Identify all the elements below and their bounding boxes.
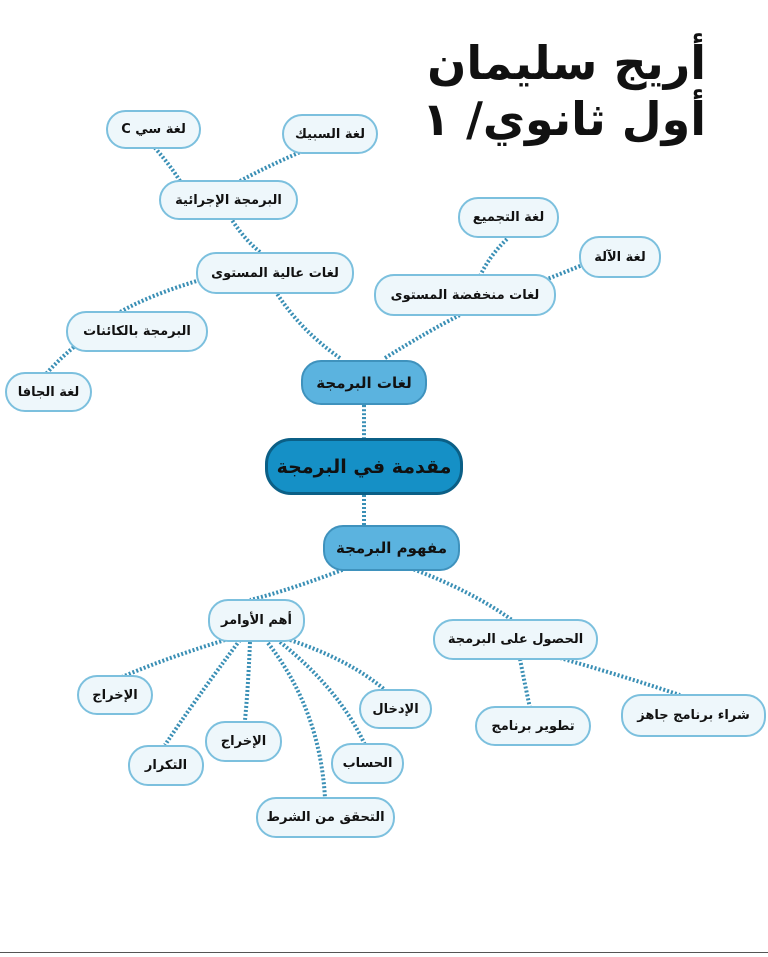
node-output-1: الإخراج	[77, 675, 153, 715]
node-lang-java: لغة الجافا	[5, 372, 92, 412]
connector	[385, 315, 460, 358]
connector	[232, 220, 260, 252]
page-divider	[0, 952, 768, 953]
connector	[276, 292, 340, 358]
node-languages: لغات البرمجة	[301, 360, 427, 405]
node-calculation: الحساب	[331, 743, 404, 784]
connector	[155, 148, 180, 181]
node-develop-program: تطوير برنامج	[475, 706, 591, 746]
connector	[410, 568, 512, 620]
node-low-level: لغات منخفضة المستوى	[374, 274, 556, 316]
connector	[245, 642, 250, 720]
node-lang-c: لغة سي C	[106, 110, 201, 149]
node-output-2: الإخراج	[205, 721, 282, 762]
node-machine: لغة الآلة	[579, 236, 661, 278]
class-label: أول ثانوي/ ١	[422, 92, 706, 146]
connector	[520, 659, 530, 708]
node-input: الإدخال	[359, 689, 432, 729]
connector	[268, 643, 325, 798]
node-oop: البرمجة بالكائنات	[66, 311, 208, 352]
connector	[480, 238, 508, 276]
node-concept: مفهوم البرمجة	[323, 525, 460, 571]
connector	[115, 640, 225, 680]
connector	[120, 280, 200, 312]
node-repetition: التكرار	[128, 745, 204, 786]
node-getting-program: الحصول على البرمجة	[433, 619, 598, 660]
author-name: أريج سليمان	[427, 36, 706, 90]
node-high-level: لغات عالية المستوى	[196, 252, 354, 294]
connector	[280, 642, 365, 745]
node-lang-basic: لغة السبيك	[282, 114, 378, 154]
node-main-commands: أهم الأوامر	[208, 599, 305, 642]
root-node: مقدمة في البرمجة	[265, 438, 463, 495]
connector	[240, 150, 305, 181]
connector	[560, 658, 680, 695]
node-buy-ready-program: شراء برنامج جاهز	[621, 694, 766, 737]
node-procedural: البرمجة الإجرائية	[159, 180, 298, 220]
node-condition-check: التحقق من الشرط	[256, 797, 395, 838]
connector	[250, 567, 350, 600]
node-assembly: لغة التجميع	[458, 197, 559, 238]
